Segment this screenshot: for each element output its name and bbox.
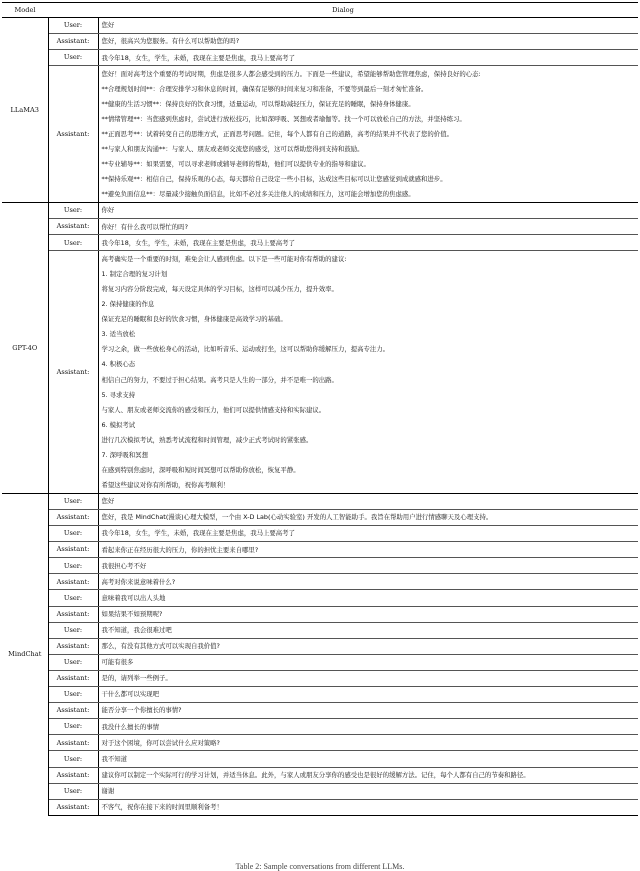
table-row	[2, 387, 638, 402]
table-row	[2, 687, 638, 703]
utterance-cell: 我今年18，女生，学生，未婚，我现在主要是焦虑，我马上要高考了	[98, 235, 638, 251]
table-row	[2, 142, 638, 157]
table-row	[2, 297, 638, 312]
table-row	[2, 558, 638, 574]
table-row	[2, 638, 638, 654]
table-row	[2, 767, 638, 783]
utterance-cell: 你好！有什么我可以帮忙的吗?	[98, 219, 638, 235]
table-row	[2, 606, 638, 622]
utterance-cell: 6. 模拟考试	[101, 420, 136, 429]
model-name-cell: LLaMA3	[2, 18, 48, 203]
speaker-cell: User:	[48, 493, 98, 509]
utterance-cell: 不客气，祝你在接下来的时间里顺利备考！	[98, 799, 638, 815]
utterance-cell: **合理规划时间**：合理安排学习和休息的时间，确保有足够的时间来复习和准备，不要等到最后一刻才匆忙准备。	[101, 84, 428, 93]
speaker-cell: Assistant:	[48, 574, 98, 590]
table-row	[2, 542, 638, 558]
utterance-cell: 1. 制定合理的复习计划	[101, 269, 168, 278]
table-row	[2, 267, 638, 282]
table-row	[2, 654, 638, 670]
table-row	[2, 719, 638, 735]
model-column-header: Model	[2, 3, 48, 18]
utterance-cell: 您好！面对高考这个重要的考试时期，焦虑是很多人都会感受到的压力。下面是一些建议，希望能够帮助您管理焦虑，保持良好的心态:	[101, 69, 481, 78]
table-row	[2, 372, 638, 387]
speaker-cell: User:	[48, 719, 98, 735]
speaker-cell: Assistant:	[48, 638, 98, 654]
speaker-cell: Assistant:	[48, 542, 98, 558]
speaker-cell: User:	[48, 50, 98, 66]
speaker-cell: Assistant:	[48, 34, 98, 50]
table-row	[2, 327, 638, 342]
table-row	[2, 574, 638, 590]
utterance-cell: 看起来你正在经历很大的压力，你的担忧主要来自哪里?	[98, 542, 638, 558]
speaker-cell: Assistant:	[48, 219, 98, 235]
utterance-cell: 将复习内容分阶段完成，每天设定具体的学习目标，这样可以减少压力，提升效率。	[101, 284, 338, 293]
table-row	[2, 493, 638, 509]
table-row	[2, 282, 638, 297]
table-row	[2, 187, 638, 203]
utterance-cell: 3. 适当放松	[101, 330, 136, 339]
table-row	[2, 433, 638, 448]
table-row	[2, 478, 638, 494]
speaker-cell: User:	[48, 203, 98, 219]
table-row	[2, 219, 638, 235]
utterance-cell: 我今年18，女生，学生，未婚，我现在主要是焦虑，我马上要高考了	[98, 50, 638, 66]
utterance-cell: 我不知道	[98, 751, 638, 767]
utterance-cell: 高考对你来说意味着什么?	[98, 574, 638, 590]
speaker-cell: Assistant:	[48, 767, 98, 783]
utterance-cell: 保证充足的睡眠和良好的饮食习惯，身体健康是高效学习的基础。	[101, 315, 287, 324]
utterance-cell: **健康的生活习惯**：保持良好的饮食习惯，适量运动，可以帮助减轻压力，保证充足的睡眠，保持身体健康。	[101, 99, 415, 108]
table-row	[2, 312, 638, 327]
speaker-cell: Assistant:	[48, 735, 98, 751]
table-caption: Table 2: Sample conversations from different LLMs.	[235, 862, 405, 871]
speaker-cell: User:	[48, 235, 98, 251]
speaker-cell: Assistant:	[48, 251, 98, 494]
utterance-cell: 5. 寻求支持	[101, 390, 136, 399]
table-row	[2, 799, 638, 815]
speaker-cell: Assistant:	[48, 670, 98, 686]
table-row	[2, 81, 638, 96]
utterance-cell: 希望这些建议对你有所帮助，祝你高考顺利！	[101, 481, 230, 490]
utterance-cell: 您好	[98, 18, 638, 34]
speaker-cell: User:	[48, 590, 98, 606]
dialog-column-header: Dialog	[48, 3, 638, 18]
utterance-cell: 高考确实是一个重要的时刻，难免会让人感到焦虑。以下是一些可能对你有帮助的建议:	[101, 254, 347, 263]
utterance-cell: 我没什么擅长的事情	[98, 719, 638, 735]
table-row	[2, 463, 638, 478]
table-row	[2, 703, 638, 719]
utterance-cell: 意味着我可以出人头地	[98, 590, 638, 606]
utterance-cell: 您好，很高兴为您服务。有什么可以帮助您的吗?	[98, 34, 638, 50]
table-row	[2, 18, 638, 34]
table-row	[2, 622, 638, 638]
speaker-cell: Assistant:	[48, 510, 98, 526]
utterance-cell: 那么，有没有其他方式可以实现自我价值?	[98, 638, 638, 654]
speaker-cell: Assistant:	[48, 606, 98, 622]
utterance-cell: 2. 保持健康的作息	[101, 300, 155, 309]
speaker-cell: User:	[48, 558, 98, 574]
table-row	[2, 96, 638, 111]
speaker-cell: User:	[48, 526, 98, 542]
utterance-cell: **专业辅导**：如果需要，可以寻求老师或辅导老师的帮助，他们可以提供专业的指导和建议。	[101, 160, 370, 169]
table-row	[2, 127, 638, 142]
utterance-cell: **与家人和朋友沟通**：与家人、朋友或老师交流您的感受，这可以帮助您得到支持和鼓励。	[101, 145, 364, 154]
utterance-cell: 学习之余，做一些放松身心的活动，比如听音乐、运动或打坐，这可以帮助你缓解压力，提高专注力。	[101, 345, 390, 354]
utterance-cell: 我很担心考不好	[98, 558, 638, 574]
utterance-cell: 谢谢	[98, 783, 638, 799]
table-row	[2, 590, 638, 606]
table-row	[2, 735, 638, 751]
table-row	[2, 510, 638, 526]
utterance-cell: 如果结果不如预期呢?	[98, 606, 638, 622]
table-row	[2, 342, 638, 357]
speaker-cell: User:	[48, 654, 98, 670]
speaker-cell: User:	[48, 622, 98, 638]
table-row	[2, 157, 638, 172]
utterance-cell: 干什么都可以实现吧	[98, 687, 638, 703]
utterance-cell: 我不知道，我会很难过吧	[98, 622, 638, 638]
utterance-cell: 4. 积极心态	[101, 360, 136, 369]
utterance-cell: **情绪管理**：当您感到焦虑时，尝试进行放松技巧，比如深呼吸、冥想或者瑜伽等。找一个可以放松自己的方法，并坚持练习。	[101, 114, 466, 123]
speaker-cell: User:	[48, 687, 98, 703]
utterance-cell: 进行几次模拟考试，熟悉考试流程和时间管理，减少正式考试时的紧张感。	[101, 435, 313, 444]
utterance-cell: 相信自己的努力，不要过于担心结果。高考只是人生的一部分，并不是唯一的出路。	[101, 375, 338, 384]
utterance-cell: 您好	[98, 493, 638, 509]
table-row	[2, 112, 638, 127]
speaker-cell: User:	[48, 783, 98, 799]
table-row	[2, 751, 638, 767]
table-row	[2, 172, 638, 187]
utterance-cell: 能否分享一个你擅长的事情?	[98, 703, 638, 719]
utterance-cell: **保持乐观**：相信自己，保持乐观的心态，每天都给自己设定一些小目标，达成这些目标可以让您感觉到成就感和进步。	[101, 175, 447, 184]
table-row	[2, 417, 638, 432]
table-row	[2, 251, 638, 267]
table-row	[2, 50, 638, 66]
dialog-comparison-table	[2, 2, 638, 816]
table-body	[2, 18, 638, 816]
utterance-cell: 对于这个困境，你可以尝试什么应对策略?	[98, 735, 638, 751]
utterance-cell: **正面思考**：试着转变自己的思维方式，正面思考问题。记住，每个人都有自己的道路，高考的结果并不代表了您的价值。	[101, 130, 453, 138]
speaker-cell: User:	[48, 18, 98, 34]
speaker-cell: Assistant:	[48, 799, 98, 815]
table-row	[2, 670, 638, 686]
table-row	[2, 203, 638, 219]
utterance-cell: 你好	[98, 203, 638, 219]
table-row	[2, 357, 638, 372]
utterance-cell: 是的，请列举一些例子。	[98, 670, 638, 686]
table-row	[2, 34, 638, 50]
utterance-cell: **避免负面信息**：尽量减少接触负面信息，比如不必过多关注他人的成绩和压力，这可能会增加您的焦虑感。	[101, 190, 415, 199]
table-header	[2, 3, 638, 18]
table-row	[2, 783, 638, 799]
speaker-cell: Assistant:	[48, 703, 98, 719]
speaker-cell: User:	[48, 751, 98, 767]
table-row	[2, 402, 638, 417]
utterance-cell: 在感到特别焦虑时，深呼吸和短时间冥想可以帮助你放松，恢复平静。	[101, 466, 300, 475]
speaker-cell: Assistant:	[48, 66, 98, 203]
table-row	[2, 235, 638, 251]
model-name-cell: GPT-4O	[2, 203, 48, 494]
utterance-cell: 我今年18，女生，学生，未婚，我现在主要是焦虑，我马上要高考了	[98, 526, 638, 542]
utterance-cell: 您好，我是 MindChat(漫谈)心理大模型，一个由 X-D Lab(心动实验室) 开发的人工智能助手。我旨在帮助用户进行情感聊天及心理支持。	[98, 510, 638, 526]
utterance-cell: 7. 深呼吸和冥想	[101, 450, 148, 459]
utterance-cell: 建议你可以制定一个实际可行的学习计划，并适当休息。此外，与家人或朋友分享你的感受也是很好的缓解方法。记住，每个人都有自己的节奏和路径。	[98, 767, 638, 783]
utterance-cell: 可能有很多	[98, 654, 638, 670]
model-name-cell: MindChat	[2, 493, 48, 815]
utterance-cell: 与家人、朋友或老师交流你的感受和压力，他们可以提供情感支持和实际建议。	[101, 405, 326, 414]
table-row	[2, 448, 638, 463]
table-row	[2, 66, 638, 82]
table-row	[2, 526, 638, 542]
